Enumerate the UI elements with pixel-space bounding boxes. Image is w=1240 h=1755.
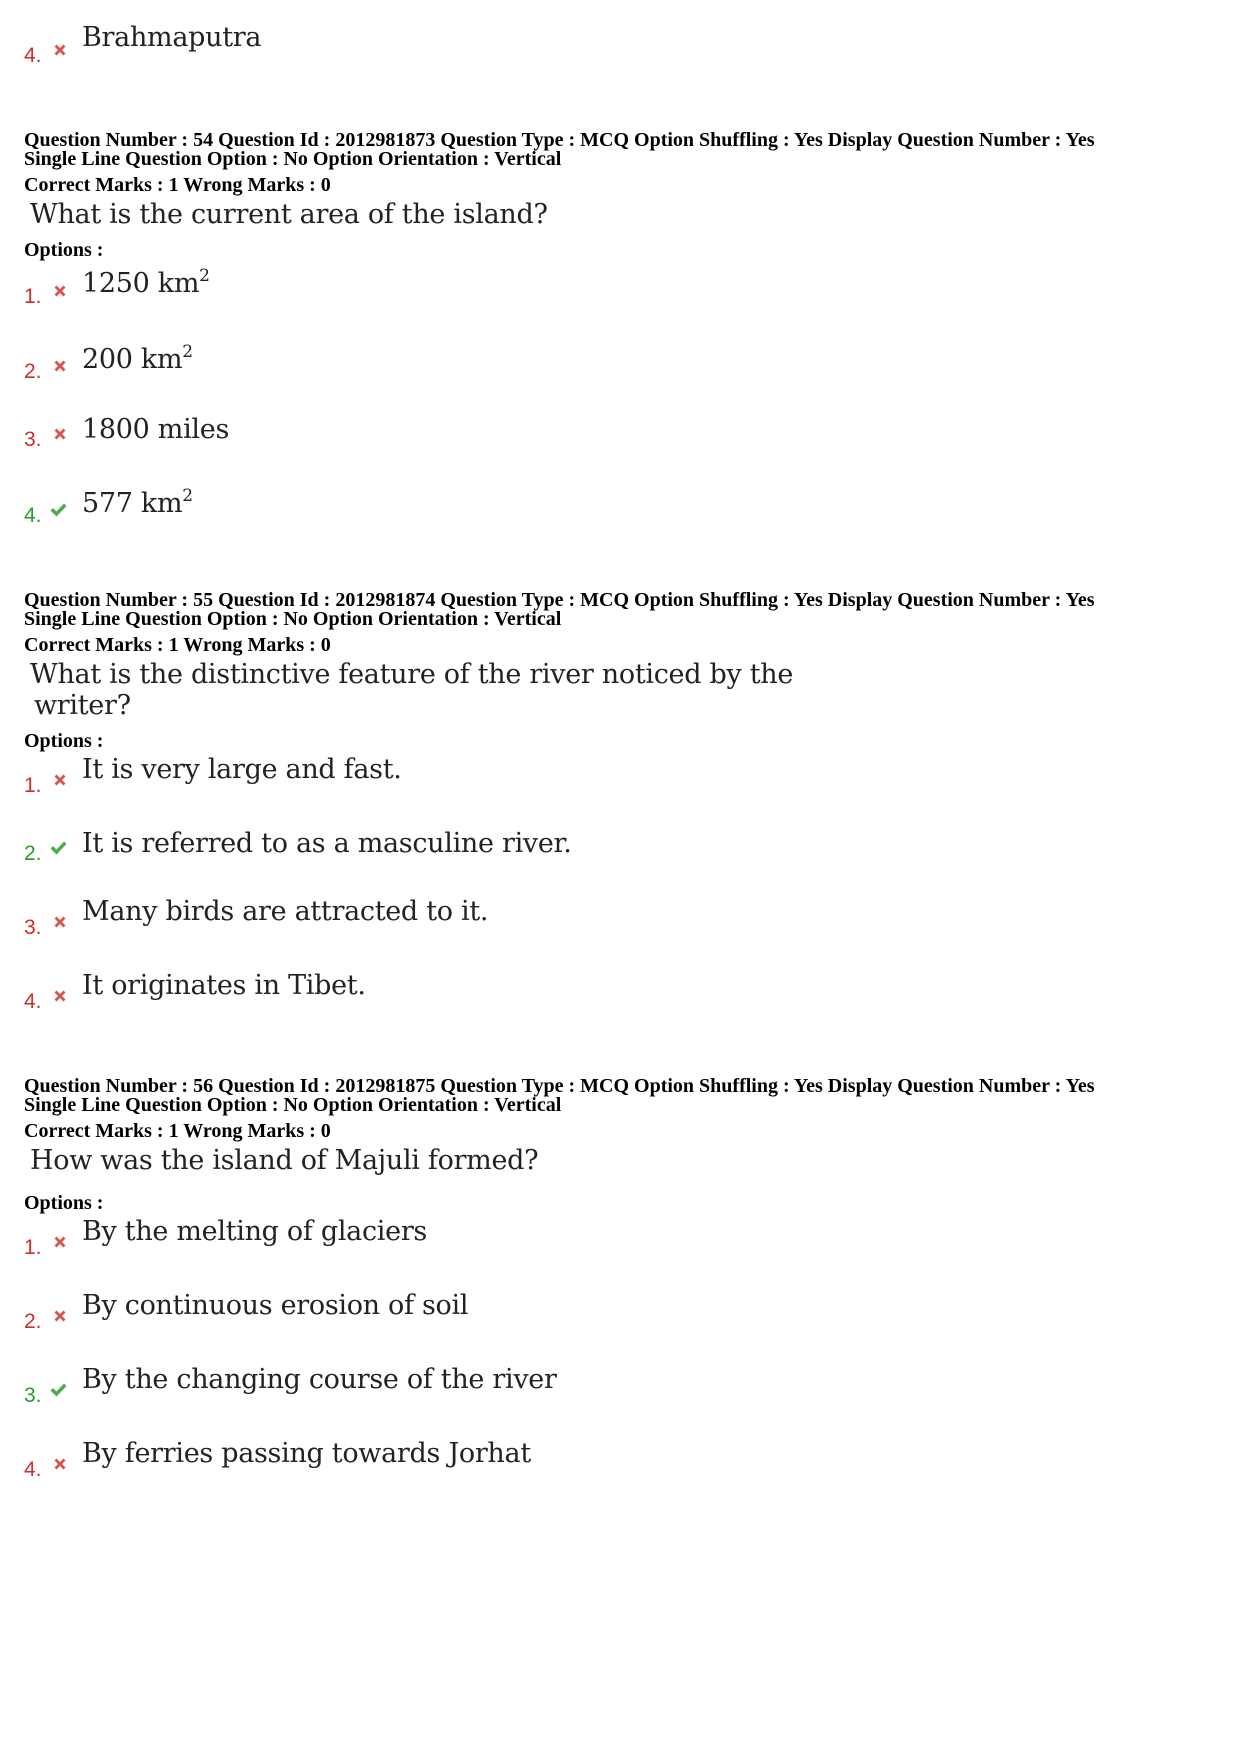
option-number: 3. <box>24 428 42 451</box>
cross-icon <box>50 912 70 932</box>
question-text: What is the current area of the island? <box>30 199 548 230</box>
option-text: By ferries passing towards Jorhat <box>82 1438 531 1469</box>
option-text: It originates in Tibet. <box>82 970 366 1001</box>
question-meta: Question Number : 56 Question Id : 2012981875 Question Type : MCQ Option Shuffling : Yes Display Question Number : Yes <box>24 1075 1095 1097</box>
options-label: Options : <box>24 1192 104 1214</box>
cross-icon <box>50 1454 70 1474</box>
option-text: It is referred to as a masculine river. <box>82 828 572 859</box>
option-number: 2. <box>24 842 42 865</box>
option-number: 4. <box>24 990 42 1013</box>
option-number: 4. <box>24 44 42 67</box>
option-number: 3. <box>24 1384 42 1407</box>
option-text: By continuous erosion of soil <box>82 1290 469 1321</box>
question-meta: Question Number : 55 Question Id : 2012981874 Question Type : MCQ Option Shuffling : Yes Display Question Number : Yes <box>24 589 1095 611</box>
superscript: 2 <box>182 342 193 362</box>
option-text: By the changing course of the river <box>82 1364 557 1395</box>
options-label: Options : <box>24 730 104 752</box>
option-number: 2. <box>24 360 42 383</box>
option-text: Many birds are attracted to it. <box>82 896 489 927</box>
option-text: Brahmaputra <box>82 22 262 53</box>
check-icon <box>48 1380 68 1400</box>
option-number: 4. <box>24 1458 42 1481</box>
cross-icon <box>50 40 70 60</box>
question-meta-options: Single Line Question Option : No Option Orientation : Vertical <box>24 608 562 630</box>
option-text: By the melting of glaciers <box>82 1216 427 1247</box>
cross-icon <box>50 1306 70 1326</box>
option-text: 1800 miles <box>82 414 230 445</box>
question-text-continued: writer? <box>34 690 131 721</box>
cross-icon <box>50 356 70 376</box>
question-meta-options: Single Line Question Option : No Option Orientation : Vertical <box>24 1094 562 1116</box>
option-text: 577 $km^2$ <box>82 486 193 519</box>
check-icon <box>48 838 68 858</box>
option-number: 1. <box>24 774 42 797</box>
option-text: 200 $km^2$ <box>82 342 193 375</box>
question-meta: Question Number : 54 Question Id : 2012981873 Question Type : MCQ Option Shuffling : Yes Display Question Number : Yes <box>24 129 1095 151</box>
option-text: 1250 $km^2$ <box>82 266 210 299</box>
question-meta-options: Single Line Question Option : No Option Orientation : Vertical <box>24 148 562 170</box>
superscript: 2 <box>182 486 193 506</box>
options-label: Options : <box>24 239 104 261</box>
question-text: What is the distinctive feature of the river noticed by the <box>30 659 794 690</box>
option-number: 1. <box>24 1236 42 1259</box>
question-marks: Correct Marks : 1 Wrong Marks : 0 <box>24 1120 331 1142</box>
cross-icon <box>50 770 70 790</box>
option-number: 1. <box>24 285 42 308</box>
option-text: It is very large and fast. <box>82 754 402 785</box>
cross-icon <box>50 281 70 301</box>
check-icon <box>48 500 68 520</box>
cross-icon <box>50 1232 70 1252</box>
cross-icon <box>50 424 70 444</box>
cross-icon <box>50 986 70 1006</box>
question-marks: Correct Marks : 1 Wrong Marks : 0 <box>24 174 331 196</box>
question-marks: Correct Marks : 1 Wrong Marks : 0 <box>24 634 331 656</box>
superscript: 2 <box>199 266 210 286</box>
option-number: 2. <box>24 1310 42 1333</box>
option-number: 4. <box>24 504 42 527</box>
question-text: How was the island of Majuli formed? <box>30 1145 539 1176</box>
option-number: 3. <box>24 916 42 939</box>
